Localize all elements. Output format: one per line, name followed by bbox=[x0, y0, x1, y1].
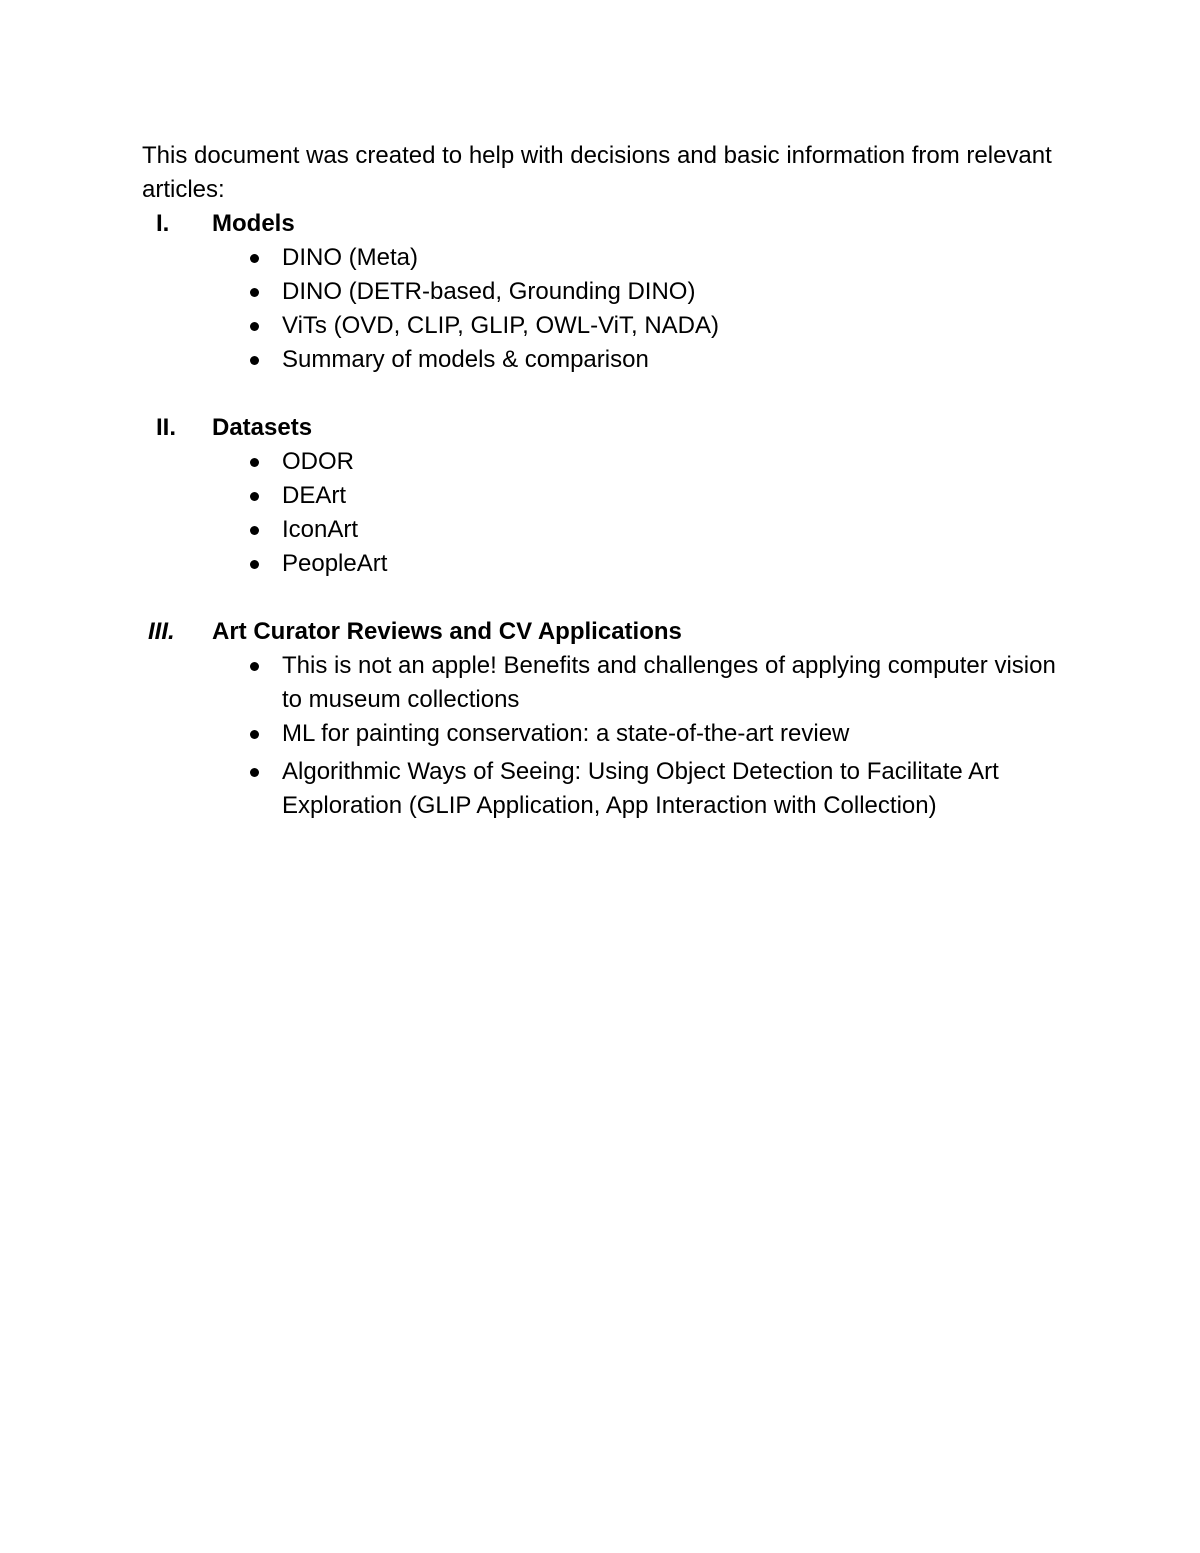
section-title: Models bbox=[212, 210, 295, 237]
bullet-icon bbox=[250, 288, 259, 297]
section-title: Art Curator Reviews and CV Applications bbox=[212, 618, 682, 645]
document-content bbox=[142, 139, 1062, 823]
list-item-text: DEArt bbox=[282, 482, 347, 509]
list-item-text: DINO (Meta) bbox=[282, 244, 419, 271]
section-models bbox=[142, 207, 1062, 377]
bullet-list bbox=[142, 241, 1062, 377]
list-item bbox=[248, 479, 1062, 513]
section-art-curator-reviews bbox=[142, 615, 1062, 823]
bullet-icon bbox=[250, 662, 259, 671]
section-number: II. bbox=[156, 414, 177, 441]
section-heading bbox=[142, 411, 1062, 445]
bullet-icon bbox=[250, 458, 259, 467]
list-item-text: This is not an apple! Benefits and challenges of applying computer vision to museum collections bbox=[282, 652, 1056, 713]
list-item bbox=[248, 755, 1062, 823]
section-heading bbox=[142, 615, 1062, 649]
intro-paragraph: This document was created to help with decisions and basic information from relevant articles: bbox=[142, 142, 1052, 203]
bullet-icon bbox=[250, 492, 259, 501]
bullet-icon bbox=[250, 322, 259, 331]
bullet-icon bbox=[250, 356, 259, 365]
bullet-icon bbox=[250, 768, 259, 777]
list-item bbox=[248, 309, 1062, 343]
list-item bbox=[248, 513, 1062, 547]
bullet-icon bbox=[250, 254, 259, 263]
bullet-list bbox=[142, 445, 1062, 581]
bullet-list bbox=[142, 649, 1062, 823]
list-item bbox=[248, 649, 1062, 717]
list-item bbox=[248, 275, 1062, 309]
list-item bbox=[248, 241, 1062, 275]
section-number: III. bbox=[148, 618, 175, 645]
bullet-icon bbox=[250, 560, 259, 569]
bullet-icon bbox=[250, 730, 259, 739]
section-heading bbox=[142, 207, 1062, 241]
section-datasets bbox=[142, 411, 1062, 581]
bullet-icon bbox=[250, 526, 259, 535]
section-title: Datasets bbox=[212, 414, 313, 441]
list-item bbox=[248, 343, 1062, 377]
list-item bbox=[248, 445, 1062, 479]
list-item-text: ODOR bbox=[282, 448, 354, 475]
list-item-text: DINO (DETR-based, Grounding DINO) bbox=[282, 278, 696, 305]
list-item bbox=[248, 547, 1062, 581]
list-item-text: PeopleArt bbox=[282, 550, 388, 577]
section-number: I. bbox=[156, 210, 170, 237]
list-item-text: IconArt bbox=[282, 516, 359, 543]
list-item-text: ML for painting conservation: a state-of-the-art review bbox=[282, 720, 850, 747]
list-item-text: ViTs (OVD, CLIP, GLIP, OWL-ViT, NADA) bbox=[282, 312, 720, 339]
list-item-text: Summary of models & comparison bbox=[282, 346, 649, 373]
list-item-text: Algorithmic Ways of Seeing: Using Object Detection to Facilitate Art Exploration (GLIP Application, App Interaction with Collection) bbox=[282, 758, 999, 819]
list-item bbox=[248, 717, 1062, 751]
